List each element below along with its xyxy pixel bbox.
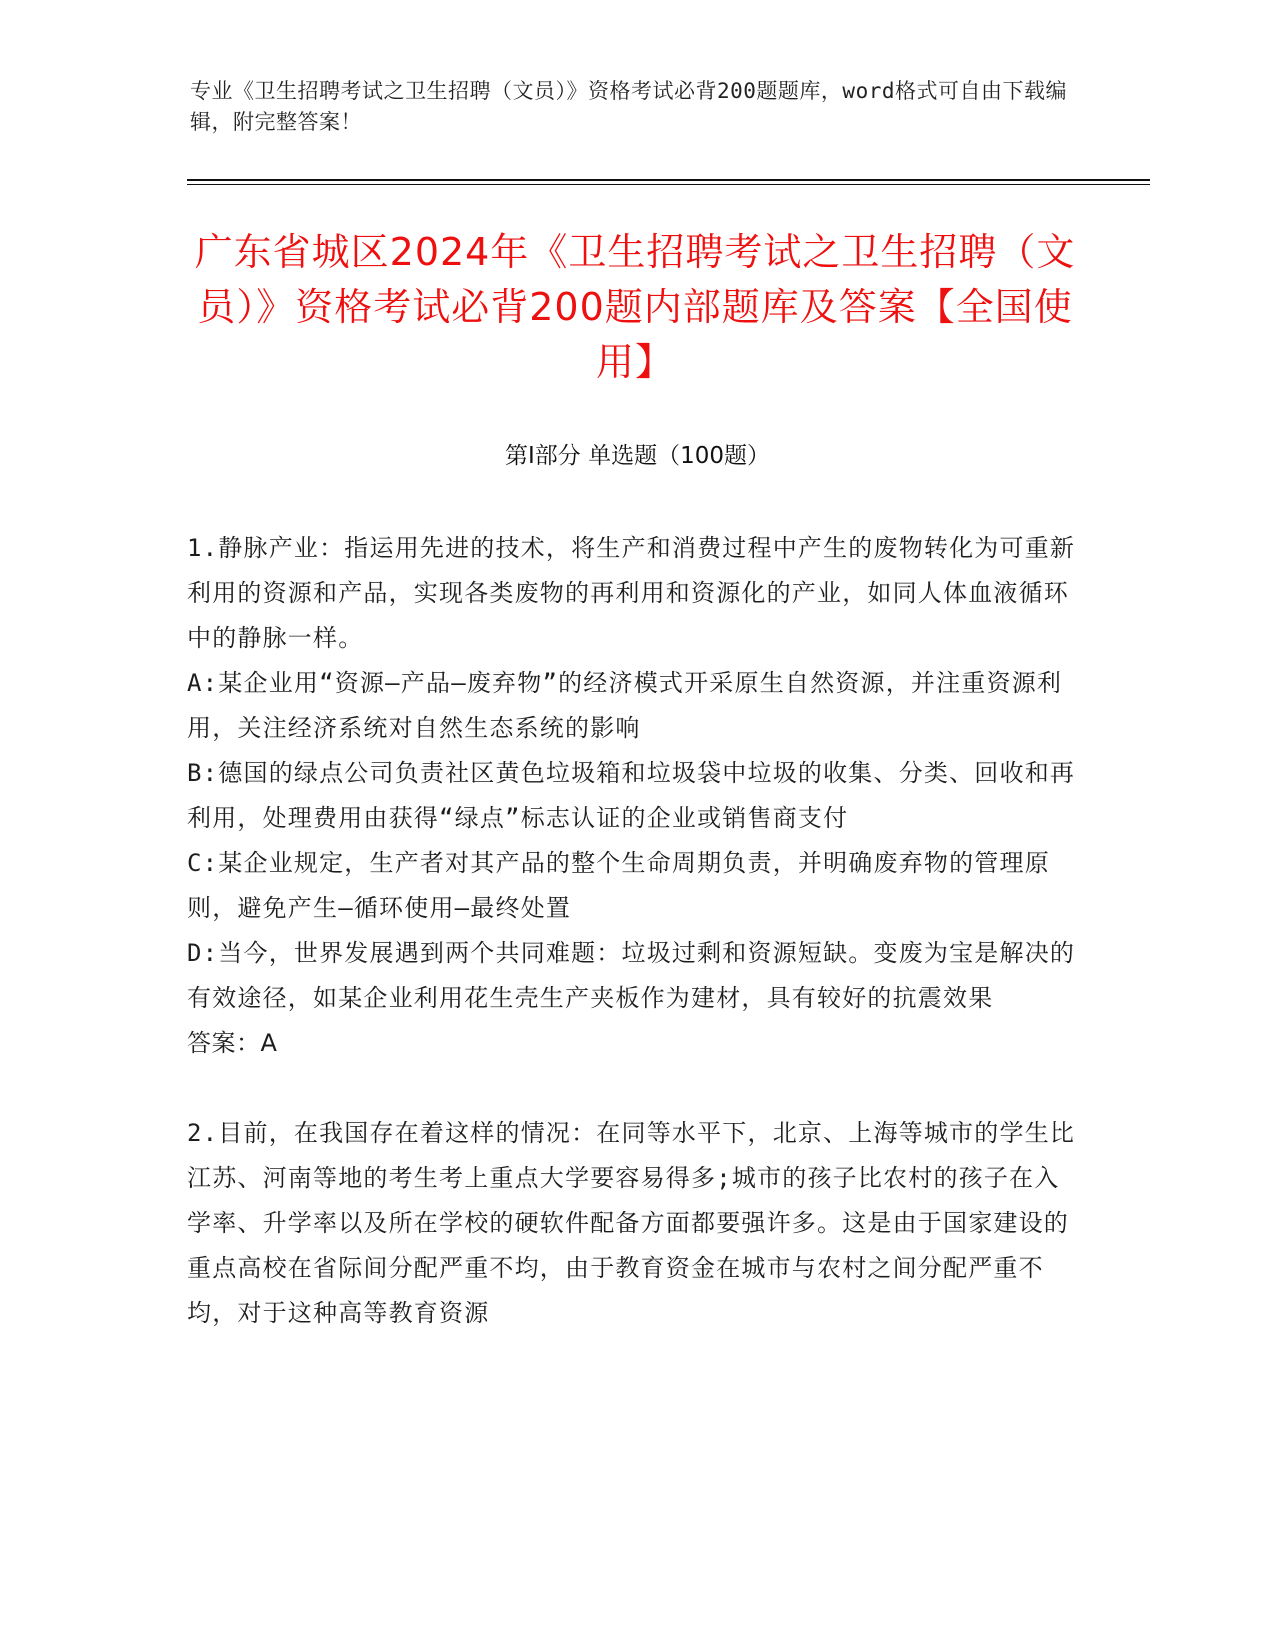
answer-line: 答案：A [187,1029,278,1057]
question-list [187,526,1077,1336]
option-b: B:德国的绿点公司负责社区黄色垃圾箱和垃圾袋中垃圾的收集、分类、回收和再利用，处理费用由获得“绿点”标志认证的企业或销售商支付 [187,759,1076,832]
option-a: A:某企业用“资源—产品—废弃物”的经济模式开采原生自然资源，并注重资源利用，关注经济系统对自然生态系统的影响 [187,669,1063,742]
question-1 [187,526,1077,1066]
header-divider [187,179,1150,181]
document-title: 广东省城区2024年《卫生招聘考试之卫生招聘（文员）》资格考试必背200题内部题库及答案【全国使用】 [194,230,1076,384]
question-stem: 2.目前，在我国存在着这样的情况：在同等水平下，北京、上海等城市的学生比江苏、河南等地的考生考上重点大学要容易得多;城市的孩子比农村的孩子在入学率、升学率以及所在学校的硬软件配备方面都要强许多。这是由于国家建设的重点高校在省际间分配严重不均，由于教育资金在城市与农村之间分配严重不均，对于这种高等教育资源 [187,1119,1076,1327]
header-note: 专业《卫生招聘考试之卫生招聘（文员）》资格考试必背200题题库，word格式可自由下载编辑，附完整答案！ [190,79,1067,134]
question-2 [187,1111,1077,1336]
option-c: C:某企业规定，生产者对其产品的整个生命周期负责，并明确废弃物的管理原则，避免产生—循环使用—最终处置 [187,849,1050,922]
option-d: D:当今，世界发展遇到两个共同难题：垃圾过剩和资源短缺。变废为宝是解决的有效途径，如某企业利用花生壳生产夹板作为建材，具有较好的抗震效果 [187,939,1076,1012]
header-divider-thin [187,184,1150,185]
section-heading: 第I部分 单选题（100题） [505,443,770,469]
question-stem: 1.静脉产业：指运用先进的技术，将生产和消费过程中产生的废物转化为可重新利用的资源和产品，实现各类废物的再利用和资源化的产业，如同人体血液循环中的静脉一样。 [187,534,1076,652]
